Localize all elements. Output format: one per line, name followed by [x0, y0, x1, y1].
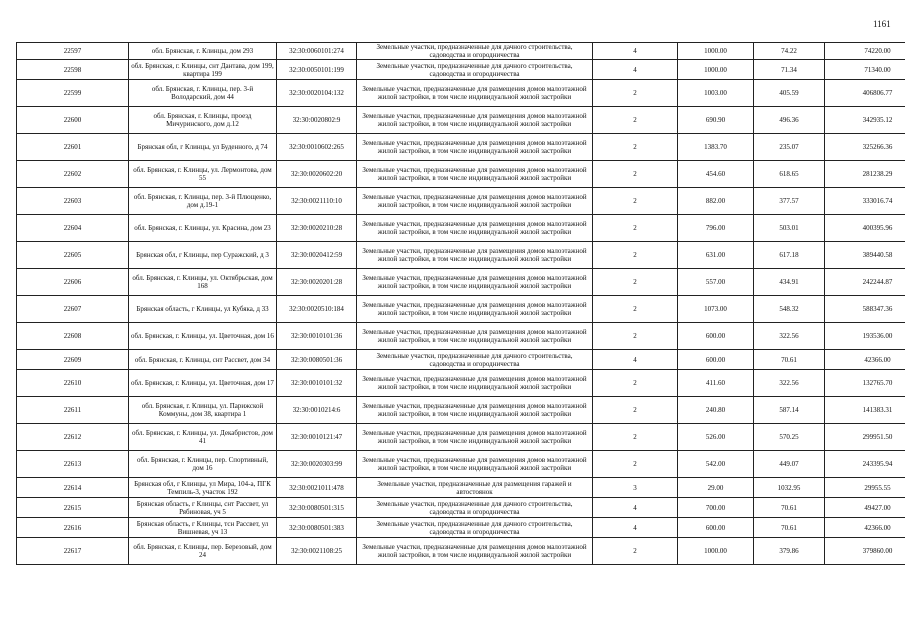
row-cadastral-number: 32:30:0020303:99 — [277, 451, 357, 478]
table-row — [17, 242, 905, 269]
row-cadastral-number: 32:30:0020104:132 — [277, 80, 357, 107]
row-group-code: 2 — [593, 424, 678, 451]
row-land-use: Земельные участки, предназначенные для размещения домов малоэтажной жилой застройки, в том числе индивидуальной жилой застройки — [357, 323, 593, 350]
row-group-code: 2 — [593, 188, 678, 215]
row-group-code: 2 — [593, 242, 678, 269]
row-number: 22609 — [17, 350, 129, 370]
row-cadastral-value: 42366.00 — [825, 350, 905, 370]
row-land-use: Земельные участки, предназначенные для размещения гаражей и автостоянок — [357, 478, 593, 498]
row-land-use: Земельные участки, предназначенные для размещения домов малоэтажной жилой застройки, в том числе индивидуальной жилой застройки — [357, 188, 593, 215]
row-unit-value: 377.57 — [754, 188, 825, 215]
row-area: 526.00 — [678, 424, 754, 451]
row-group-code: 2 — [593, 370, 678, 397]
row-number: 22607 — [17, 296, 129, 323]
row-cadastral-number: 32:30:0060101:274 — [277, 43, 357, 60]
row-unit-value: 617.18 — [754, 242, 825, 269]
row-address: обл. Брянская, г. Клинцы, пер. Березовый, дом 24 — [129, 538, 277, 565]
row-address: Брянская область, г Клинцы, тсн Рассвет, ул Вишневая, уч 13 — [129, 518, 277, 538]
row-cadastral-value: 193536.00 — [825, 323, 905, 350]
row-cadastral-number: 32:30:0020210:28 — [277, 215, 357, 242]
row-land-use: Земельные участки, предназначенные для размещения домов малоэтажной жилой застройки, в том числе индивидуальной жилой застройки — [357, 397, 593, 424]
row-cadastral-value: 242244.87 — [825, 269, 905, 296]
table-row — [17, 43, 905, 60]
row-unit-value: 434.91 — [754, 269, 825, 296]
table-row — [17, 478, 905, 498]
row-group-code: 2 — [593, 80, 678, 107]
row-area: 1383.70 — [678, 134, 754, 161]
row-land-use: Земельные участки, предназначенные для размещения домов малоэтажной жилой застройки, в том числе индивидуальной жилой застройки — [357, 424, 593, 451]
table-row — [17, 323, 905, 350]
row-address: Брянская обл, г Клинцы, ул Мира, 104-а, ПГК Темпиль-3, участок 192 — [129, 478, 277, 498]
row-number: 22603 — [17, 188, 129, 215]
row-number: 22600 — [17, 107, 129, 134]
row-unit-value: 74.22 — [754, 43, 825, 60]
row-cadastral-value: 400395.96 — [825, 215, 905, 242]
table-row — [17, 80, 905, 107]
row-group-code: 4 — [593, 350, 678, 370]
row-area: 240.80 — [678, 397, 754, 424]
row-land-use: Земельные участки, предназначенные для размещения домов малоэтажной жилой застройки, в том числе индивидуальной жилой застройки — [357, 215, 593, 242]
row-number: 22601 — [17, 134, 129, 161]
row-number: 22614 — [17, 478, 129, 498]
row-number: 22608 — [17, 323, 129, 350]
row-address: обл. Брянская, г. Клинцы, пер. Спортивный, дом 16 — [129, 451, 277, 478]
row-cadastral-number: 32:30:0050101:199 — [277, 60, 357, 80]
row-unit-value: 618.65 — [754, 161, 825, 188]
row-number: 22606 — [17, 269, 129, 296]
row-area: 454.60 — [678, 161, 754, 188]
row-unit-value: 503.01 — [754, 215, 825, 242]
row-land-use: Земельные участки, предназначенные для размещения домов малоэтажной жилой застройки, в том числе индивидуальной жилой застройки — [357, 161, 593, 188]
row-cadastral-value: 132765.70 — [825, 370, 905, 397]
row-cadastral-number: 32:30:0021110:10 — [277, 188, 357, 215]
row-unit-value: 322.56 — [754, 370, 825, 397]
row-group-code: 4 — [593, 60, 678, 80]
row-number: 22615 — [17, 498, 129, 518]
row-land-use: Земельные участки, предназначенные для размещения домов малоэтажной жилой застройки, в том числе индивидуальной жилой застройки — [357, 296, 593, 323]
row-cadastral-value: 406806.77 — [825, 80, 905, 107]
row-unit-value: 70.61 — [754, 350, 825, 370]
row-land-use: Земельные участки, предназначенные для размещения домов малоэтажной жилой застройки, в том числе индивидуальной жилой застройки — [357, 370, 593, 397]
row-land-use: Земельные участки, предназначенные для дачного строительства, садоводства и огородничества — [357, 498, 593, 518]
row-cadastral-value: 379860.00 — [825, 538, 905, 565]
row-number: 22604 — [17, 215, 129, 242]
table-row — [17, 538, 905, 565]
row-address: Брянская обл, г Клинцы, пер Суражский, д 3 — [129, 242, 277, 269]
row-land-use: Земельные участки, предназначенные для дачного строительства, садоводства и огородничества — [357, 60, 593, 80]
row-area: 600.00 — [678, 518, 754, 538]
row-cadastral-value: 389440.58 — [825, 242, 905, 269]
page-number: 1161 — [873, 19, 891, 29]
table-row — [17, 370, 905, 397]
row-area: 1003.00 — [678, 80, 754, 107]
row-number: 22613 — [17, 451, 129, 478]
row-area: 557.00 — [678, 269, 754, 296]
row-group-code: 2 — [593, 161, 678, 188]
row-cadastral-number: 32:30:0021011:478 — [277, 478, 357, 498]
row-cadastral-value: 299951.50 — [825, 424, 905, 451]
row-cadastral-number: 32:30:0021108:25 — [277, 538, 357, 565]
row-cadastral-value: 42366.00 — [825, 518, 905, 538]
row-land-use: Земельные участки, предназначенные для дачного строительства, садоводства и огородничества — [357, 43, 593, 60]
row-group-code: 2 — [593, 296, 678, 323]
row-cadastral-value: 71340.00 — [825, 60, 905, 80]
table-row — [17, 296, 905, 323]
table-row — [17, 60, 905, 80]
row-number: 22612 — [17, 424, 129, 451]
row-cadastral-number: 32:30:0080501:315 — [277, 498, 357, 518]
row-cadastral-value: 29955.55 — [825, 478, 905, 498]
row-address: обл. Брянская, г. Клинцы, ул. Цветочная, дом 16 — [129, 323, 277, 350]
row-area: 631.00 — [678, 242, 754, 269]
row-group-code: 2 — [593, 451, 678, 478]
row-land-use: Земельные участки, предназначенные для размещения домов малоэтажной жилой застройки, в том числе индивидуальной жилой застройки — [357, 134, 593, 161]
row-group-code: 4 — [593, 498, 678, 518]
row-address: обл. Брянская, г. Клинцы, снт Рассвет, дом 34 — [129, 350, 277, 370]
row-unit-value: 70.61 — [754, 498, 825, 518]
table-row — [17, 269, 905, 296]
row-unit-value: 548.32 — [754, 296, 825, 323]
row-cadastral-number: 32:30:0010602:265 — [277, 134, 357, 161]
row-address: обл. Брянская, г. Клинцы, ул. Лермонтова, дом 55 — [129, 161, 277, 188]
row-cadastral-number: 32:30:0020602:20 — [277, 161, 357, 188]
row-cadastral-number: 32:30:0010101:36 — [277, 323, 357, 350]
row-area: 1000.00 — [678, 43, 754, 60]
table-row — [17, 215, 905, 242]
row-cadastral-number: 32:30:0020412:59 — [277, 242, 357, 269]
row-address: обл. Брянская, г. Клинцы, пер. 3-й Плющенко, дом д.19-1 — [129, 188, 277, 215]
table-row — [17, 188, 905, 215]
row-unit-value: 449.07 — [754, 451, 825, 478]
row-area: 1000.00 — [678, 60, 754, 80]
row-cadastral-number: 32:30:0080501:36 — [277, 350, 357, 370]
row-land-use: Земельные участки, предназначенные для размещения домов малоэтажной жилой застройки, в том числе индивидуальной жилой застройки — [357, 80, 593, 107]
table-row — [17, 498, 905, 518]
row-unit-value: 496.36 — [754, 107, 825, 134]
row-land-use: Земельные участки, предназначенные для размещения домов малоэтажной жилой застройки, в том числе индивидуальной жилой застройки — [357, 538, 593, 565]
row-group-code: 4 — [593, 43, 678, 60]
row-cadastral-value: 588347.36 — [825, 296, 905, 323]
row-land-use: Земельные участки, предназначенные для размещения домов малоэтажной жилой застройки, в том числе индивидуальной жилой застройки — [357, 242, 593, 269]
row-number: 22616 — [17, 518, 129, 538]
table-row — [17, 518, 905, 538]
row-number: 22605 — [17, 242, 129, 269]
row-area: 690.90 — [678, 107, 754, 134]
row-address: обл. Брянская, г. Клинцы, проезд Мичуринского, дом д.12 — [129, 107, 277, 134]
row-cadastral-number: 32:30:0020802:9 — [277, 107, 357, 134]
row-cadastral-value: 325266.36 — [825, 134, 905, 161]
row-unit-value: 71.34 — [754, 60, 825, 80]
row-area: 29.00 — [678, 478, 754, 498]
row-unit-value: 570.25 — [754, 424, 825, 451]
row-group-code: 2 — [593, 215, 678, 242]
row-unit-value: 1032.95 — [754, 478, 825, 498]
row-land-use: Земельные участки, предназначенные для дачного строительства, садоводства и огородничества — [357, 350, 593, 370]
row-cadastral-number: 32:30:0020510:184 — [277, 296, 357, 323]
row-group-code: 4 — [593, 518, 678, 538]
row-area: 1073.00 — [678, 296, 754, 323]
row-address: обл. Брянская, г. Клинцы, дом 293 — [129, 43, 277, 60]
row-area: 1000.00 — [678, 538, 754, 565]
row-area: 411.60 — [678, 370, 754, 397]
table-row — [17, 161, 905, 188]
row-address: обл. Брянская, г. Клинцы, ул. Декабристов, дом 41 — [129, 424, 277, 451]
row-unit-value: 379.86 — [754, 538, 825, 565]
row-cadastral-number: 32:30:0010121:47 — [277, 424, 357, 451]
cadastral-registry-table — [16, 42, 905, 565]
row-number: 22598 — [17, 60, 129, 80]
row-unit-value: 70.61 — [754, 518, 825, 538]
row-cadastral-number: 32:30:0080501:383 — [277, 518, 357, 538]
row-unit-value: 405.59 — [754, 80, 825, 107]
table-row — [17, 451, 905, 478]
row-group-code: 3 — [593, 478, 678, 498]
table-row — [17, 424, 905, 451]
row-cadastral-value: 333016.74 — [825, 188, 905, 215]
row-address: обл. Брянская, г. Клинцы, пер. 3-й Володарский, дом 44 — [129, 80, 277, 107]
row-land-use: Земельные участки, предназначенные для размещения домов малоэтажной жилой застройки, в том числе индивидуальной жилой застройки — [357, 107, 593, 134]
row-cadastral-value: 342935.12 — [825, 107, 905, 134]
row-cadastral-value: 74220.00 — [825, 43, 905, 60]
row-address: Брянская область, г Клинцы, снт Рассвет, ул Рябиновая, уч 5 — [129, 498, 277, 518]
row-group-code: 2 — [593, 397, 678, 424]
row-address: обл. Брянская, г. Клинцы, ул. Красина, дом 23 — [129, 215, 277, 242]
row-number: 22610 — [17, 370, 129, 397]
row-number: 22599 — [17, 80, 129, 107]
row-group-code: 2 — [593, 323, 678, 350]
row-land-use: Земельные участки, предназначенные для дачного строительства, садоводства и огородничества — [357, 518, 593, 538]
row-group-code: 2 — [593, 107, 678, 134]
row-unit-value: 322.56 — [754, 323, 825, 350]
row-cadastral-number: 32:30:0020201:28 — [277, 269, 357, 296]
table-row — [17, 107, 905, 134]
row-cadastral-value: 281238.29 — [825, 161, 905, 188]
row-unit-value: 235.07 — [754, 134, 825, 161]
row-cadastral-number: 32:30:0010101:32 — [277, 370, 357, 397]
row-area: 882.00 — [678, 188, 754, 215]
table-row — [17, 134, 905, 161]
row-cadastral-value: 141383.31 — [825, 397, 905, 424]
row-land-use: Земельные участки, предназначенные для размещения домов малоэтажной жилой застройки, в том числе индивидуальной жилой застройки — [357, 451, 593, 478]
row-number: 22617 — [17, 538, 129, 565]
row-number: 22597 — [17, 43, 129, 60]
row-number: 22611 — [17, 397, 129, 424]
row-area: 542.00 — [678, 451, 754, 478]
row-address: обл. Брянская, г. Клинцы, ул. Октябрьская, дом 168 — [129, 269, 277, 296]
table-row — [17, 350, 905, 370]
row-address: Брянская обл, г Клинцы, ул Буденного, д 74 — [129, 134, 277, 161]
row-land-use: Земельные участки, предназначенные для размещения домов малоэтажной жилой застройки, в том числе индивидуальной жилой застройки — [357, 269, 593, 296]
row-group-code: 2 — [593, 134, 678, 161]
row-address: обл. Брянская, г. Клинцы, снт Дантава, дом 199, квартира 199 — [129, 60, 277, 80]
row-area: 700.00 — [678, 498, 754, 518]
row-area: 600.00 — [678, 323, 754, 350]
table-row — [17, 397, 905, 424]
row-address: обл. Брянская, г. Клинцы, ул. Цветочная, дом 17 — [129, 370, 277, 397]
row-cadastral-number: 32:30:0010214:6 — [277, 397, 357, 424]
row-group-code: 2 — [593, 269, 678, 296]
row-cadastral-value: 243395.94 — [825, 451, 905, 478]
row-area: 796.00 — [678, 215, 754, 242]
row-address: Брянская область, г Клинцы, ул Кубяка, д 33 — [129, 296, 277, 323]
row-cadastral-value: 49427.00 — [825, 498, 905, 518]
row-group-code: 2 — [593, 538, 678, 565]
row-unit-value: 587.14 — [754, 397, 825, 424]
row-number: 22602 — [17, 161, 129, 188]
row-address: обл. Брянская, г. Клинцы, ул. Парижской Коммуны, дом 38, квартира 1 — [129, 397, 277, 424]
row-area: 600.00 — [678, 350, 754, 370]
